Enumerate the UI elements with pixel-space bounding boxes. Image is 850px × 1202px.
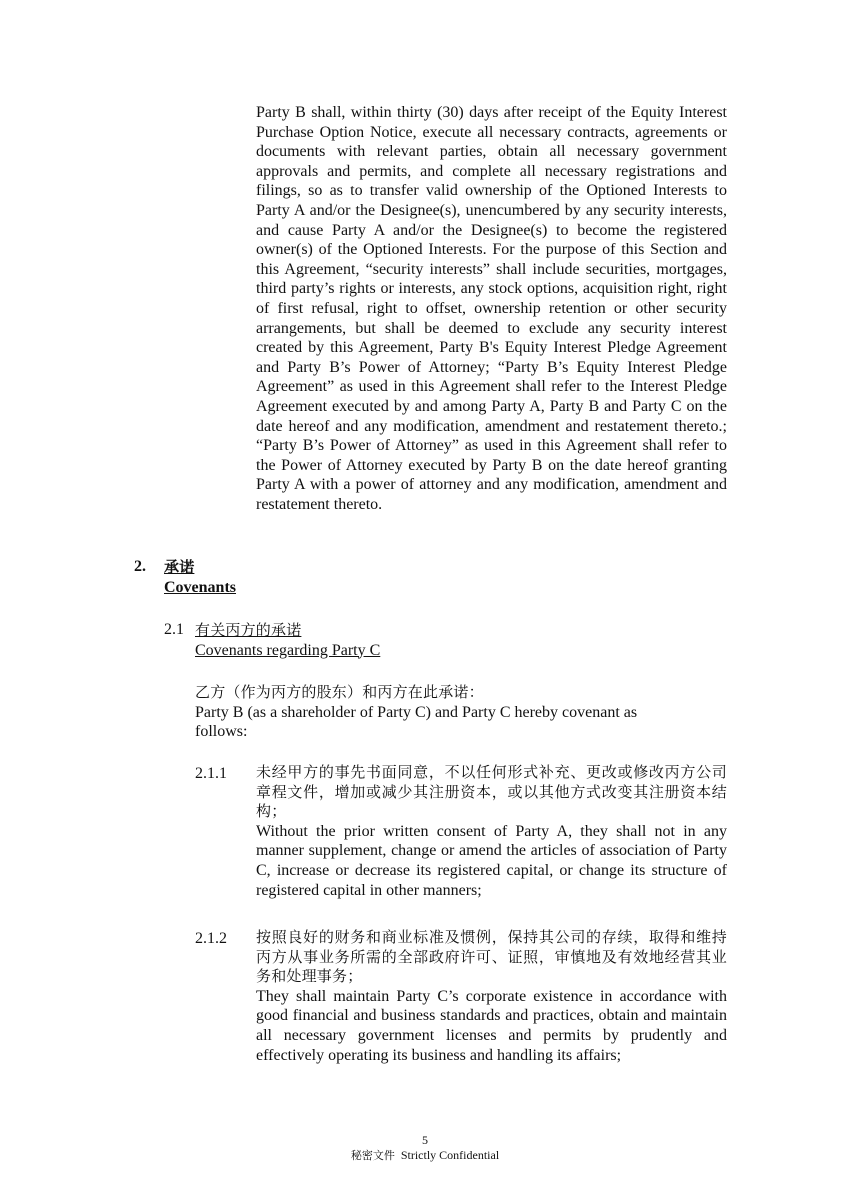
- subsection-intro-en: Party B (as a shareholder of Party C) and Party C hereby covenant as follows:: [195, 703, 638, 741]
- clause-text-en: Without the prior written consent of Party A, they shall not in any manner supplement, change or amend the articles of association of Party C, increase or decrease its registered capital, or change its structure of registered capital in other manners;: [256, 822, 727, 899]
- clause-number: 2.1.2: [195, 930, 227, 947]
- subsection-title-zh: 有关丙方的承诺: [195, 621, 302, 639]
- option-transfer-paragraph: Party B shall, within thirty (30) days after receipt of the Equity Interest Purchase Option Notice, execute all necessary contracts, agreements or documents with relevant parties, obtain all necessary government approvals and permits, and complete all necessary registrations and filings, so as to transfer valid ownership of the Optioned Interests to Party A and/or the Designee(s), unencumbered by any security interests, and cause Party A and/or the Designee(s) to become the registered owner(s) of the Optioned Interests. For the purpose of this Section and this Agreement, “security interests” shall include securities, mortgages, third party’s rights or interests, any stock options, acquisition right, right of first refusal, right to offset, ownership retention or other security arrangements, but shall be deemed to exclude any security interest created by this Agreement, Party B's Equity Interest Pledge Agreement and Party B’s Power of Attorney; “Party B’s Equity Interest Pledge Agreement” as used in this Agreement shall refer to the Interest Pledge Agreement executed by and among Party A, Party B and Party C on the date hereof and any modification, amendment and restatement thereto.; “Party B’s Power of Attorney” as used in this Agreement shall refer to the Power of Attorney executed by Party B on the date hereof granting Party A with a power of attorney and any modification, amendment and restatement thereto.: [256, 104, 727, 513]
- clause-text-en: They shall maintain Party C’s corporate existence in accordance with good financial and business standards and practices, obtain and maintain all necessary government licenses and permits by prudently and effectively operating its business and handling its affairs;: [256, 987, 727, 1064]
- confidential-label-en: Strictly Confidential: [400, 1148, 500, 1162]
- section-title-en: Covenants: [164, 578, 237, 596]
- subsection-title: [195, 621, 380, 661]
- clause-text-zh: 按照良好的财务和商业标准及惯例，保持其公司的存续，取得和维持丙方从事业务所需的全部政府许可、证照，审慎地及有效地经营其业务和处理事务；: [256, 928, 727, 986]
- clause-number: 2.1.1: [195, 765, 227, 782]
- subsection-intro: [195, 683, 675, 742]
- subsection-intro-zh: 乙方（作为丙方的股东）和丙方在此承诺：: [195, 683, 484, 701]
- section-title-zh: 承诺: [164, 558, 195, 576]
- confidential-label-zh: 秘密文件: [350, 1149, 395, 1162]
- page-number: 5: [422, 1133, 428, 1147]
- clause-body: [256, 763, 727, 900]
- section-number: 2.: [134, 558, 146, 575]
- subsection-title-en: Covenants regarding Party C: [195, 641, 381, 659]
- clause-body: [256, 928, 727, 1065]
- clause-text-zh: 未经甲方的事先书面同意，不以任何形式补充、更改或修改丙方公司章程文件，增加或减少其注册资本，或以其他方式改变其注册资本结构；: [256, 763, 727, 821]
- section-title: [164, 558, 236, 598]
- confidential-footer: [0, 1148, 850, 1163]
- subsection-number: 2.1: [164, 621, 184, 638]
